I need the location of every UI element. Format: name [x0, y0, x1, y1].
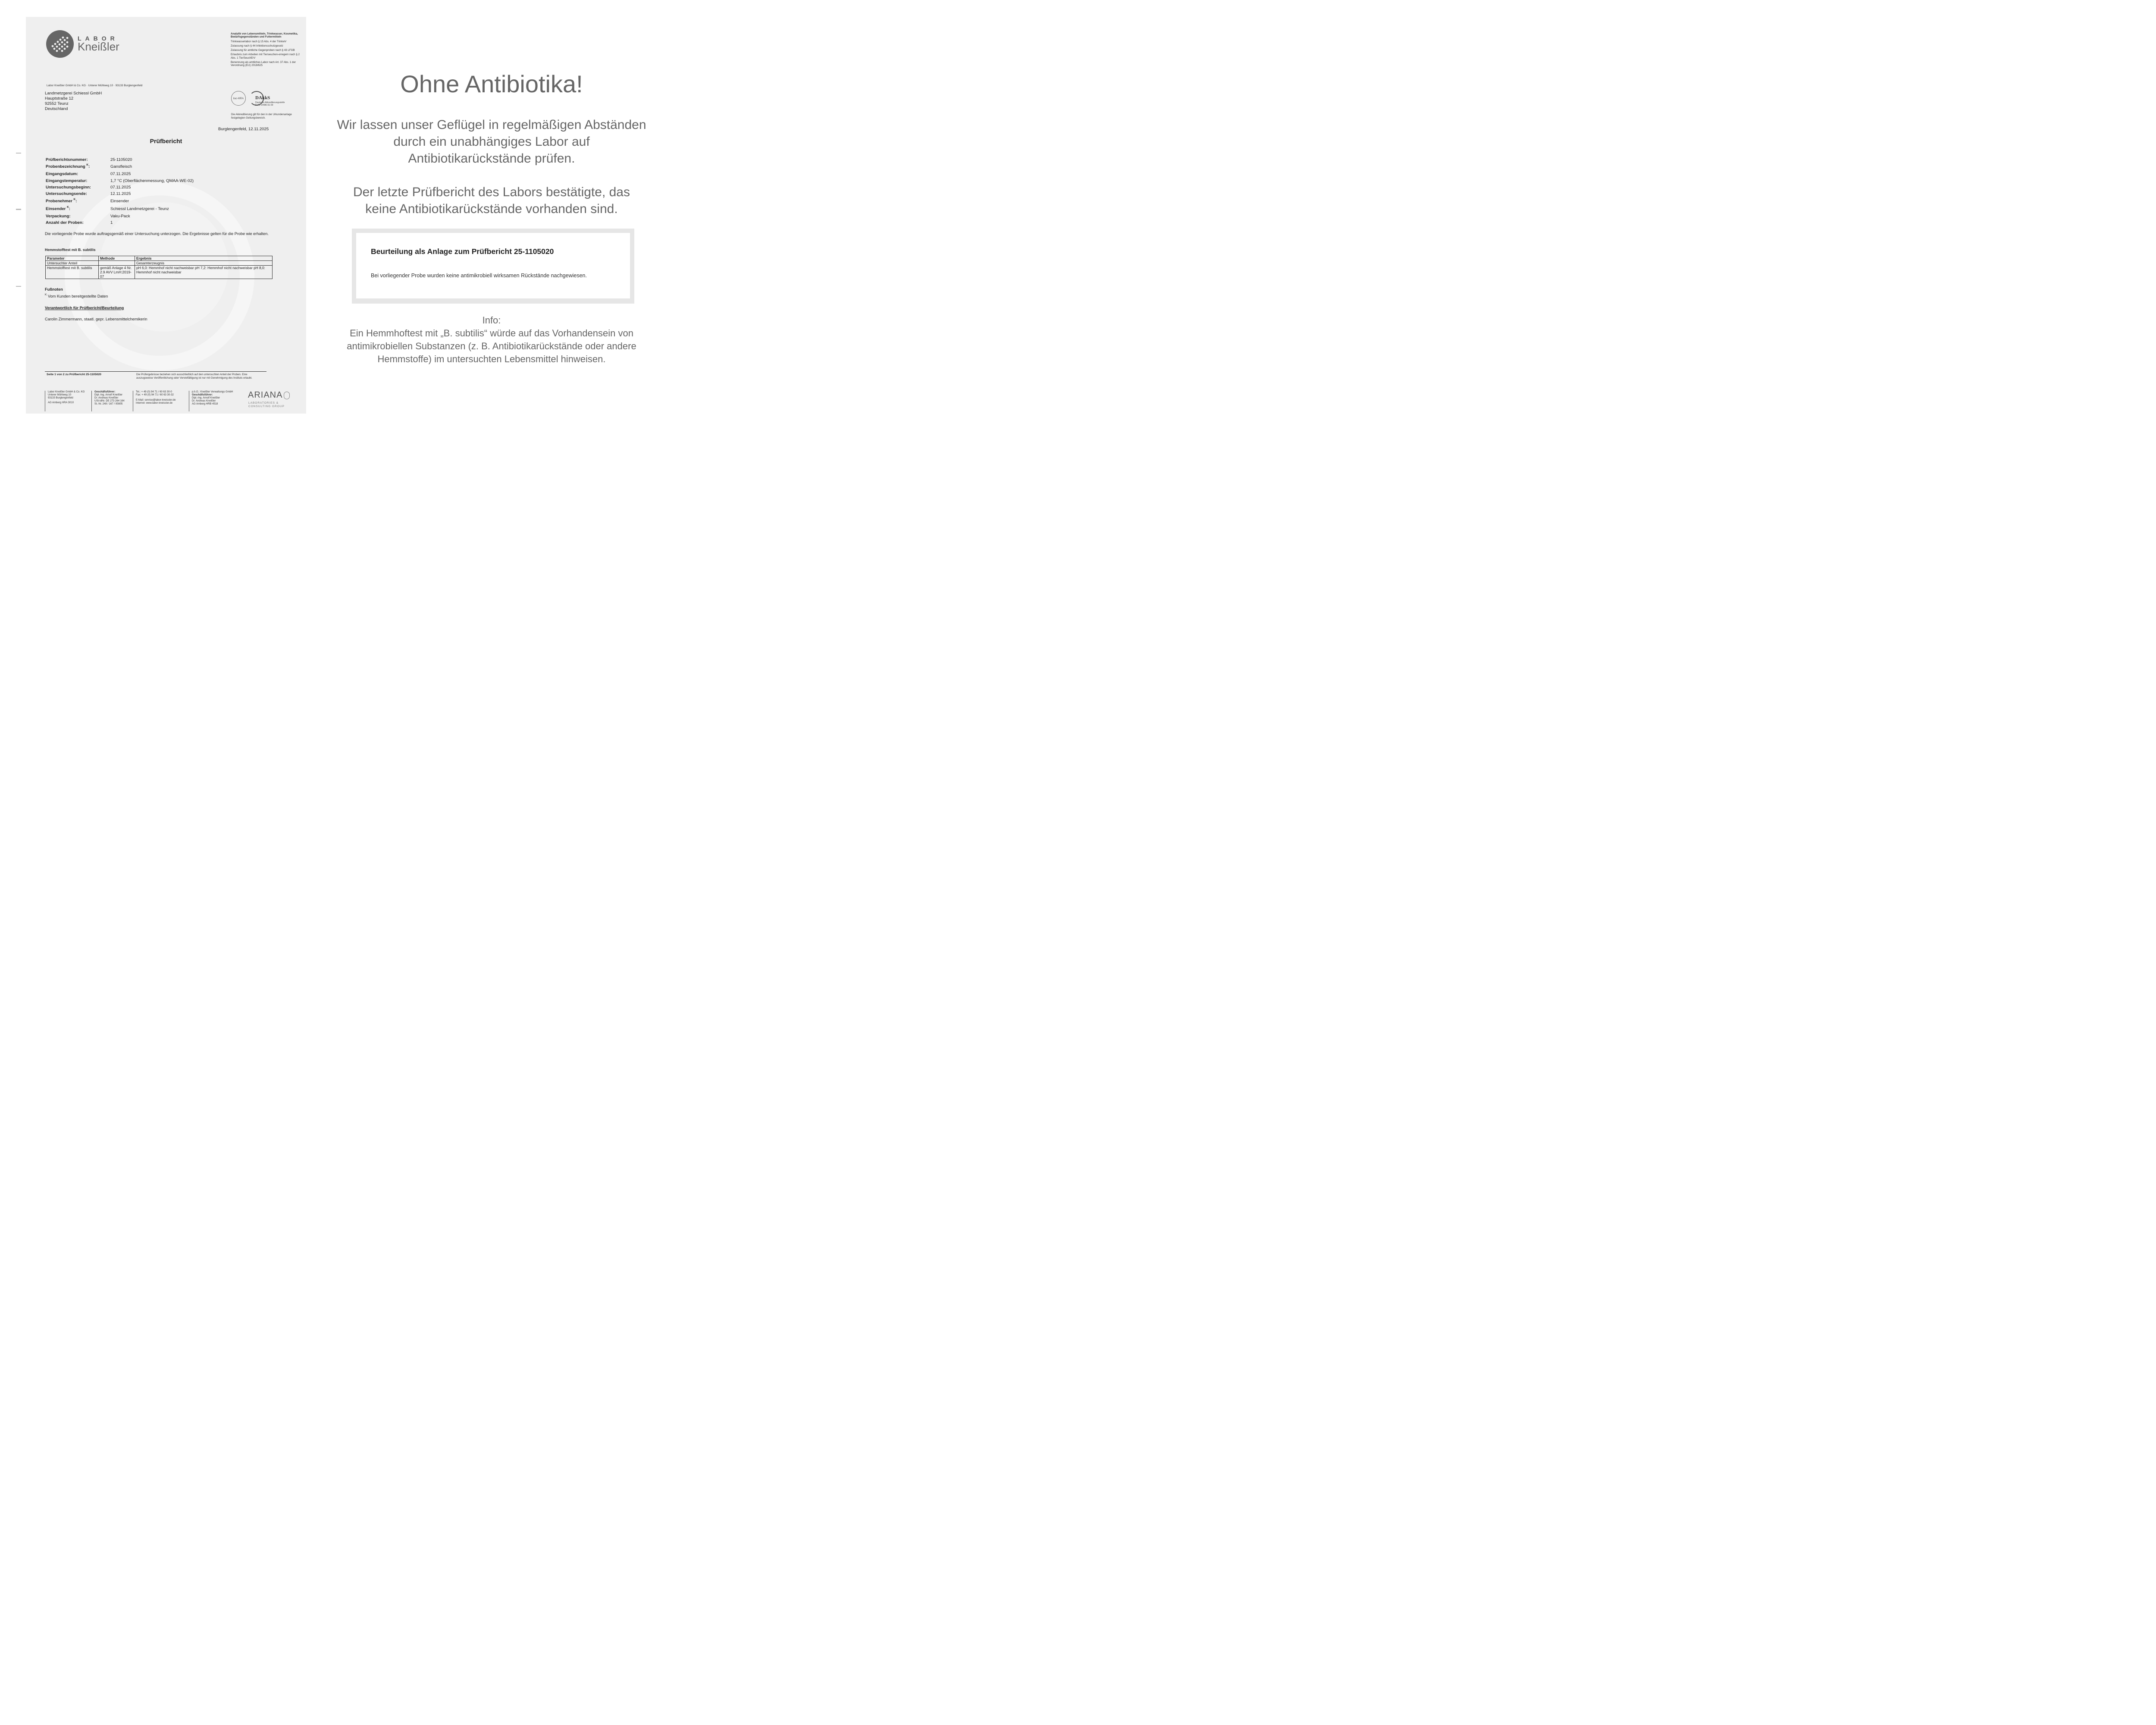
- punch-mark: [16, 209, 21, 210]
- field-label: Probenehmer $^K$:: [46, 198, 77, 204]
- results-table: [45, 256, 273, 279]
- field-label: Einsender $^K$:: [46, 206, 70, 211]
- field-label: Eingangstemperatur:: [46, 179, 88, 183]
- footer-company: Labor Kneißler GmbH & Co. KG Unterer Mühlweg 10 93133 Burglengenfeld AG Amberg HRA 3010: [45, 391, 85, 411]
- field-value: 12.11.2025: [110, 191, 131, 196]
- footer-contact: Tel.: + 49 (0) 94 71 / 60 63 30-0 Fax: + 49 (0) 94 71 / 60 63 30-32 E-Mail: service@labor-kneissler.de Internet: www.labor-kneissler.de: [133, 391, 175, 411]
- dakks-subtitle: Deutsche Akkreditierungsstelle D-PL-14486-01-00: [255, 101, 285, 107]
- lab-info-line: Zulassung für amtliche Gegenproben nach § 43 LFGB: [231, 49, 295, 52]
- footer-management: Geschäftsführer: Dipl.-Ing. Arnolf Kneißler Dr. Andreas Kneißler USt-IdNr. DE 273 264 164 St.-Nr. 248 / 167 / 00805: [91, 391, 125, 411]
- table-cell: Hemmstofftest mit B. subtilis: [46, 266, 99, 279]
- accreditation-logos: [231, 91, 304, 111]
- assessment-text: Bei vorliegender Probe wurden keine antimikrobiell wirksamen Rückstände nachgewiesen.: [371, 273, 587, 279]
- sender-line: Labor Kneißler GmbH & Co. KG · Unterer Mühlweg 10 · 93133 Burglengenfeld: [47, 84, 143, 87]
- table-cell: [99, 261, 135, 266]
- lab-logo-icon: [46, 30, 74, 58]
- field-value: Gansfleisch: [110, 164, 132, 169]
- footer-partner: p.h.G.: Kneißler Verwaltungs GmbH Geschäftsführer: Dipl.-Ing. Arnolf Kneißler Dr. Andreas Kneißler AG Amberg HRB 4518: [189, 391, 233, 411]
- lab-info-line: Benennung als amtliches Labor nach Art. 37 Abs. 1 der Verordnung (EU) 2018/625: [231, 61, 296, 67]
- test-title: Hemmstofftest mit B. subtilis: [45, 248, 96, 252]
- ariana-subtitle: LABORATORIES & CONSULTING GROUP: [248, 401, 285, 408]
- info-label: Info:: [482, 315, 501, 326]
- footnotes-title: Fußnoten: [45, 287, 63, 292]
- field-label: Eingangsdatum:: [46, 172, 78, 176]
- responsible-name: Carolin Zimmermann, staatl. gepr. Lebensmittelchemikerin: [45, 317, 147, 321]
- field-value: 25-1105020: [110, 157, 132, 162]
- promo-headline: Ohne Antibiotika!: [400, 70, 583, 97]
- dakks-logo-text: DAkkS: [255, 95, 270, 100]
- field-value: Schiessl Landmetzgerei - Teunz: [110, 207, 169, 211]
- table-cell: gemäß Anlage 4 Nr. 2.9 AVV LmH:2019-07: [99, 266, 135, 279]
- footnote: $^K$ Vom Kunden bereitgestellte Daten: [45, 293, 108, 298]
- page-info: Seite 1 von 2 zu Prüfbericht 25-1105020: [47, 373, 101, 376]
- info-text: Ein Hemmhoftest mit „B. subtilis“ würde auf das Vorhandensein von antimikrobiellen Substanzen (z. B. Antibiotikarückstände oder andere Hemmstoffe) im untersuchten Lebensmittel hinweisen.: [347, 328, 636, 364]
- logo-labor-text: LABOR: [78, 35, 119, 42]
- lab-info-block: [231, 32, 300, 69]
- report-title: Prüfbericht: [150, 138, 182, 144]
- field-label: Anzahl der Proben:: [46, 220, 84, 225]
- field-value: Einsender: [110, 199, 129, 204]
- address-line: Landmetzgerei Schiessl GmbH: [45, 91, 102, 96]
- field-value: 1: [110, 220, 113, 225]
- table-header: Parameter: [46, 256, 99, 261]
- report-date: Burglengenfeld, 12.11.2025: [218, 127, 269, 132]
- field-label: Probenbezeichnung $^K$:: [46, 163, 90, 169]
- lab-report-document: [26, 17, 306, 414]
- fold-mark: [16, 286, 21, 287]
- table-cell: Untersuchter Anteil: [46, 261, 99, 266]
- info-block: [336, 314, 647, 366]
- field-label: Prüfberichtsnummer:: [46, 157, 88, 162]
- accreditation-note: Die Akkreditierung gilt für den in der Urkundenanlage festgelegten Geltungsbereich.: [231, 113, 292, 119]
- ariana-logo-icon: [284, 392, 290, 399]
- field-value: 07.11.2025: [110, 185, 131, 190]
- lab-info-line: Trinkwasserlabor nach § 15 Abs. 4 der TrinkwV: [231, 40, 287, 43]
- address-line: Deutschland: [45, 107, 68, 111]
- footer-divider: [45, 371, 266, 372]
- table-cell: pH 6,0: Hemmhof nicht nachweisbar pH 7,2: Hemmhof nicht nachweisbar pH 8,0: Hemmhof nicht nachweisbar: [135, 266, 273, 279]
- address-line: 92552 Teunz: [45, 101, 69, 106]
- table-header-row: [46, 256, 273, 261]
- ariana-logo: ARIANA: [248, 390, 290, 400]
- logo-name-text: Kneißler: [78, 40, 119, 53]
- footer-disclaimer: Die Prüfergebnisse beziehen sich ausschließlich auf den untersuchten Anteil der Proben. Eine auszugsweise Veröffentlichung oder Vervielfältigung ist nur mit Genehmigung des Instituts erlaubt.: [136, 373, 252, 380]
- ilac-mra-logo: ilac-MRA: [231, 91, 246, 106]
- field-value: Vaku-Pack: [110, 214, 130, 219]
- field-label: Untersuchungsbeginn:: [46, 185, 91, 190]
- field-label: Verpackung:: [46, 214, 71, 219]
- promo-paragraph-1: Wir lassen unser Geflügel in regelmäßigen Abständen durch ein unabhängiges Labor auf Antibiotikarückstände prüfen.: [337, 118, 646, 166]
- intro-paragraph: Die vorliegende Probe wurde auftragsgemäß einer Untersuchung unterzogen. Die Ergebnisse gelten für die Probe wie erhalten.: [45, 232, 269, 236]
- table-row: [46, 261, 273, 266]
- address-line: Hauptstraße 12: [45, 96, 74, 101]
- promo-panel: [336, 0, 647, 431]
- assessment-box: [356, 233, 630, 298]
- lab-info-heading: Analytik von Lebensmitteln, Trinkwasser, Kosmetika, Bedarfsgegenständen und Futtermitteln: [231, 32, 298, 39]
- table-cell: Gesamterzeugnis: [135, 261, 273, 266]
- table-header: Ergebnis: [135, 256, 273, 261]
- fold-mark: [16, 153, 21, 154]
- field-value: 1,7 °C (Oberflächenmessung, QMAA-WE-02): [110, 179, 194, 183]
- lab-info-line: Erlaubnis zum Arbeiten mit Tierseuchen-erregern nach § 2 Abs. 1 TierSeuchErV: [231, 53, 300, 60]
- assessment-title: Beurteilung als Anlage zum Prüfbericht 25-1105020: [371, 247, 554, 256]
- table-row: [46, 266, 273, 279]
- lab-info-line: Zulassung nach § 44 Infektionsschutzgesetz: [231, 44, 283, 47]
- recipient-address: [45, 91, 102, 112]
- table-header: Methode: [99, 256, 135, 261]
- responsible-title: Verantwortlich für Prüfbericht/Beurteilung: [45, 306, 124, 310]
- promo-paragraph-2: Der letzte Prüfbericht des Labors bestätigte, das keine Antibiotikarückstände vorhanden sind.: [353, 185, 630, 216]
- field-label: Untersuchungsende:: [46, 191, 87, 196]
- field-value: 07.11.2025: [110, 172, 131, 176]
